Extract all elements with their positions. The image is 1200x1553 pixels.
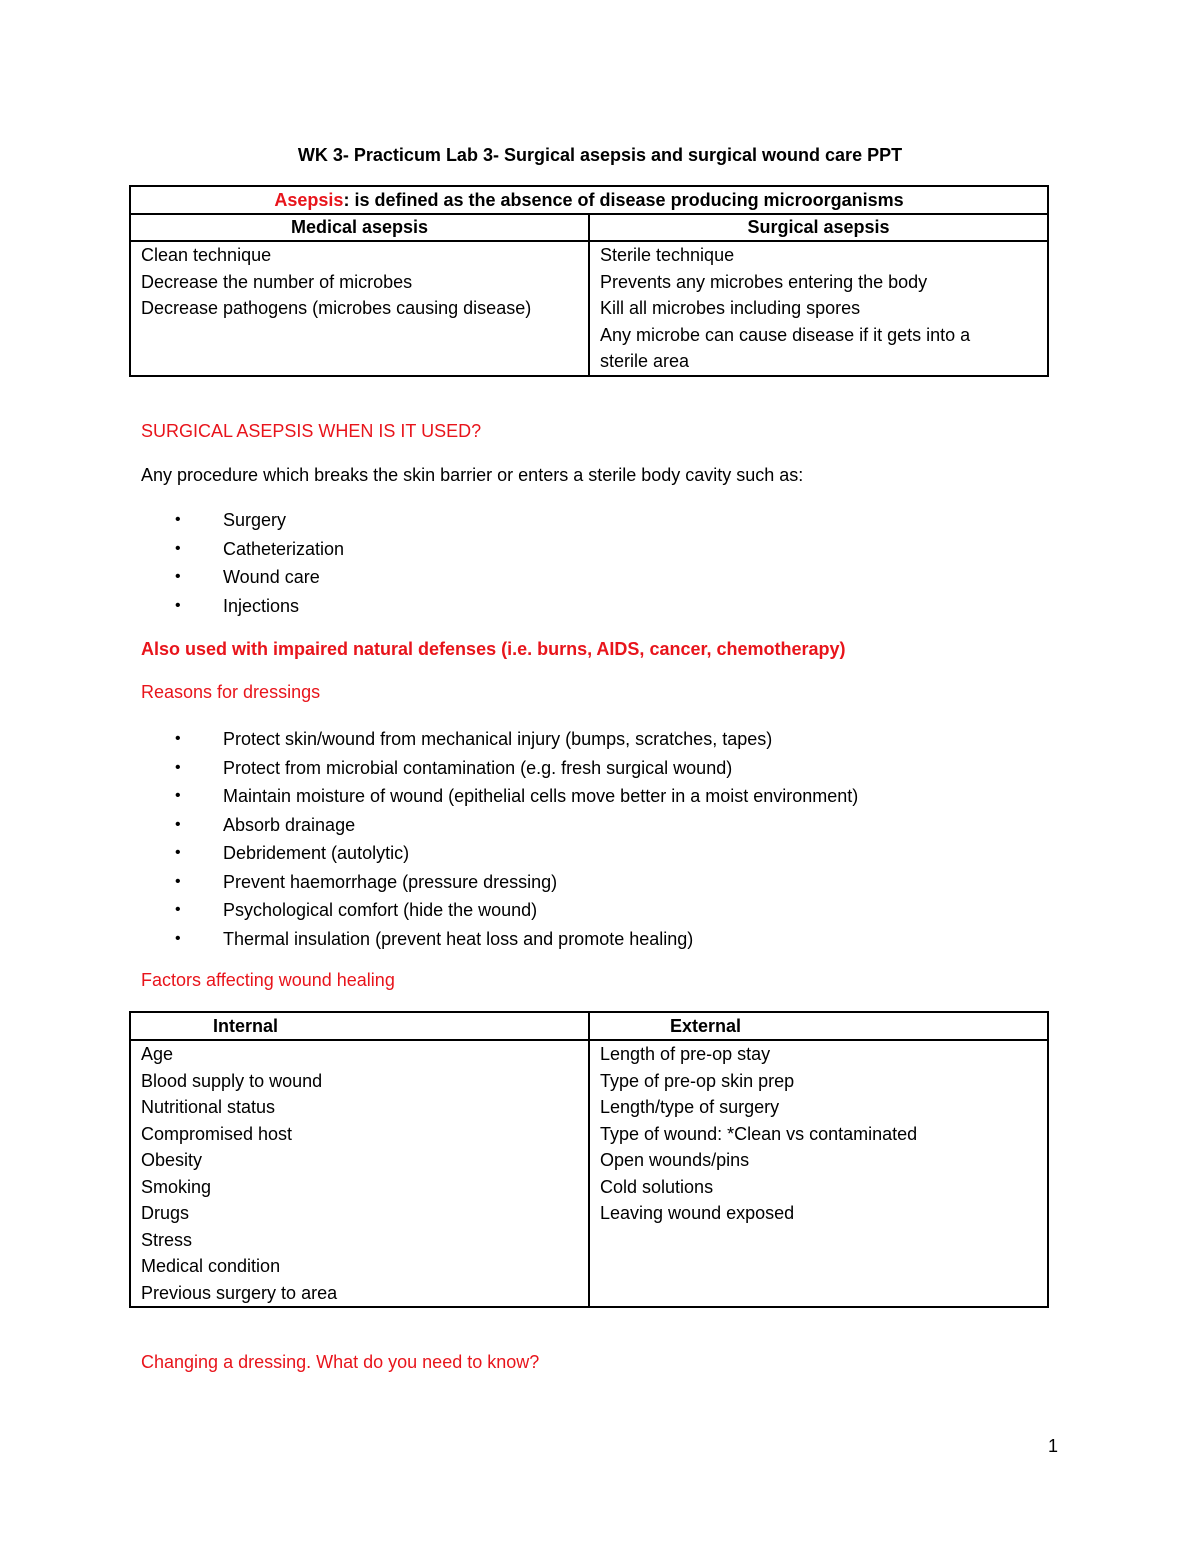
list-item: Kill all microbes including spores	[600, 298, 861, 318]
bullet-icon: •	[175, 568, 181, 585]
list-item: Leaving wound exposed	[600, 1203, 795, 1223]
impaired-defenses-note: Also used with impaired natural defenses (i.e. burns, AIDS, cancer, chemotherapy)	[141, 639, 846, 659]
list-item: Age	[141, 1044, 174, 1064]
dressing-reasons-list	[141, 725, 858, 953]
procedure-list	[141, 506, 344, 620]
surgical-asepsis-cell	[589, 241, 1048, 376]
bullet-icon: •	[175, 815, 181, 833]
list-item: • Absorb drainage	[141, 811, 858, 840]
asepsis-definition-text: : is defined as the absence of disease producing microorganisms	[343, 190, 904, 210]
bullet-icon: •	[175, 844, 181, 861]
bullet-icon: •	[175, 872, 181, 890]
list-item: Obesity	[141, 1150, 203, 1170]
list-item: Clean technique	[141, 245, 272, 265]
bullet-icon: •	[175, 758, 181, 776]
list-item: • Wound care	[141, 563, 344, 592]
list-item: sterile area	[600, 351, 690, 371]
bullet-icon: •	[175, 929, 181, 947]
list-item: • Thermal insulation (prevent heat loss and promote healing)	[141, 925, 858, 954]
bullet-icon: •	[175, 596, 181, 614]
list-item: Blood supply to wound	[141, 1070, 323, 1091]
list-item: Length of pre-op stay	[600, 1044, 771, 1064]
list-item: Type of pre-op skin prep	[600, 1070, 795, 1091]
page-number: 1	[1047, 1436, 1058, 1456]
section-heading-dressings: Reasons for dressings	[141, 682, 321, 702]
section-heading-factors: Factors affecting wound healing	[141, 970, 395, 990]
list-item: Previous surgery to area	[141, 1282, 338, 1303]
list-item: • Protect from microbial contamination (e.g. fresh surgical wound)	[141, 754, 858, 783]
list-item: Decrease the number of microbes	[141, 271, 413, 292]
list-item: Any microbe can cause disease if it gets into a	[600, 324, 971, 345]
bullet-icon: •	[175, 901, 181, 918]
list-item: Cold solutions	[600, 1176, 714, 1197]
list-item: Compromised host	[141, 1123, 293, 1144]
factors-table	[129, 1011, 1049, 1308]
list-item: Length/type of surgery	[600, 1097, 780, 1117]
list-item: Sterile technique	[600, 245, 735, 265]
bullet-icon: •	[175, 730, 181, 747]
bullet-icon: •	[175, 787, 181, 804]
external-factors-cell	[589, 1040, 1048, 1307]
list-item: • Prevent haemorrhage (pressure dressing)	[141, 868, 858, 897]
bullet-icon: •	[175, 539, 181, 557]
list-item: • Catheterization	[141, 535, 344, 564]
list-item: • Psychological comfort (hide the wound)	[141, 896, 858, 925]
list-item: Decrease pathogens (microbes causing disease)	[141, 298, 532, 318]
column-header-medical: Medical asepsis	[130, 214, 589, 241]
medical-asepsis-cell	[130, 241, 589, 376]
asepsis-term: Asepsis	[274, 190, 344, 210]
page-title: WK 3- Practicum Lab 3- Surgical asepsis and surgical wound care PPT	[297, 145, 903, 165]
list-item: Stress	[141, 1229, 193, 1250]
list-item: Type of wound: *Clean vs contaminated	[600, 1123, 918, 1144]
asepsis-definition	[130, 186, 1048, 214]
list-item: Medical condition	[141, 1256, 281, 1276]
asepsis-table	[129, 185, 1049, 377]
column-header-external: External	[589, 1012, 1048, 1040]
internal-factors-cell	[130, 1040, 589, 1307]
list-item: Open wounds/pins	[600, 1150, 750, 1170]
list-item: • Maintain moisture of wound (epithelial cells move better in a moist environment)	[141, 782, 858, 811]
column-header-surgical: Surgical asepsis	[589, 214, 1048, 241]
list-item: Smoking	[141, 1176, 212, 1197]
bullet-icon: •	[175, 511, 181, 528]
list-item: • Protect skin/wound from mechanical injury (bumps, scratches, tapes)	[141, 725, 858, 754]
procedure-intro: Any procedure which breaks the skin barrier or enters a sterile body cavity such as:	[141, 465, 804, 485]
list-item: • Injections	[141, 592, 344, 621]
list-item: Prevents any microbes entering the body	[600, 271, 928, 292]
column-header-internal: Internal	[130, 1012, 589, 1040]
section-heading-surgical-asepsis: SURGICAL ASEPSIS WHEN IS IT USED?	[141, 421, 482, 441]
list-item: • Debridement (autolytic)	[141, 839, 858, 868]
list-item: Nutritional status	[141, 1097, 276, 1117]
list-item: Drugs	[141, 1203, 190, 1223]
list-item: • Surgery	[141, 506, 344, 535]
section-heading-changing-dressing: Changing a dressing. What do you need to know?	[141, 1352, 540, 1372]
